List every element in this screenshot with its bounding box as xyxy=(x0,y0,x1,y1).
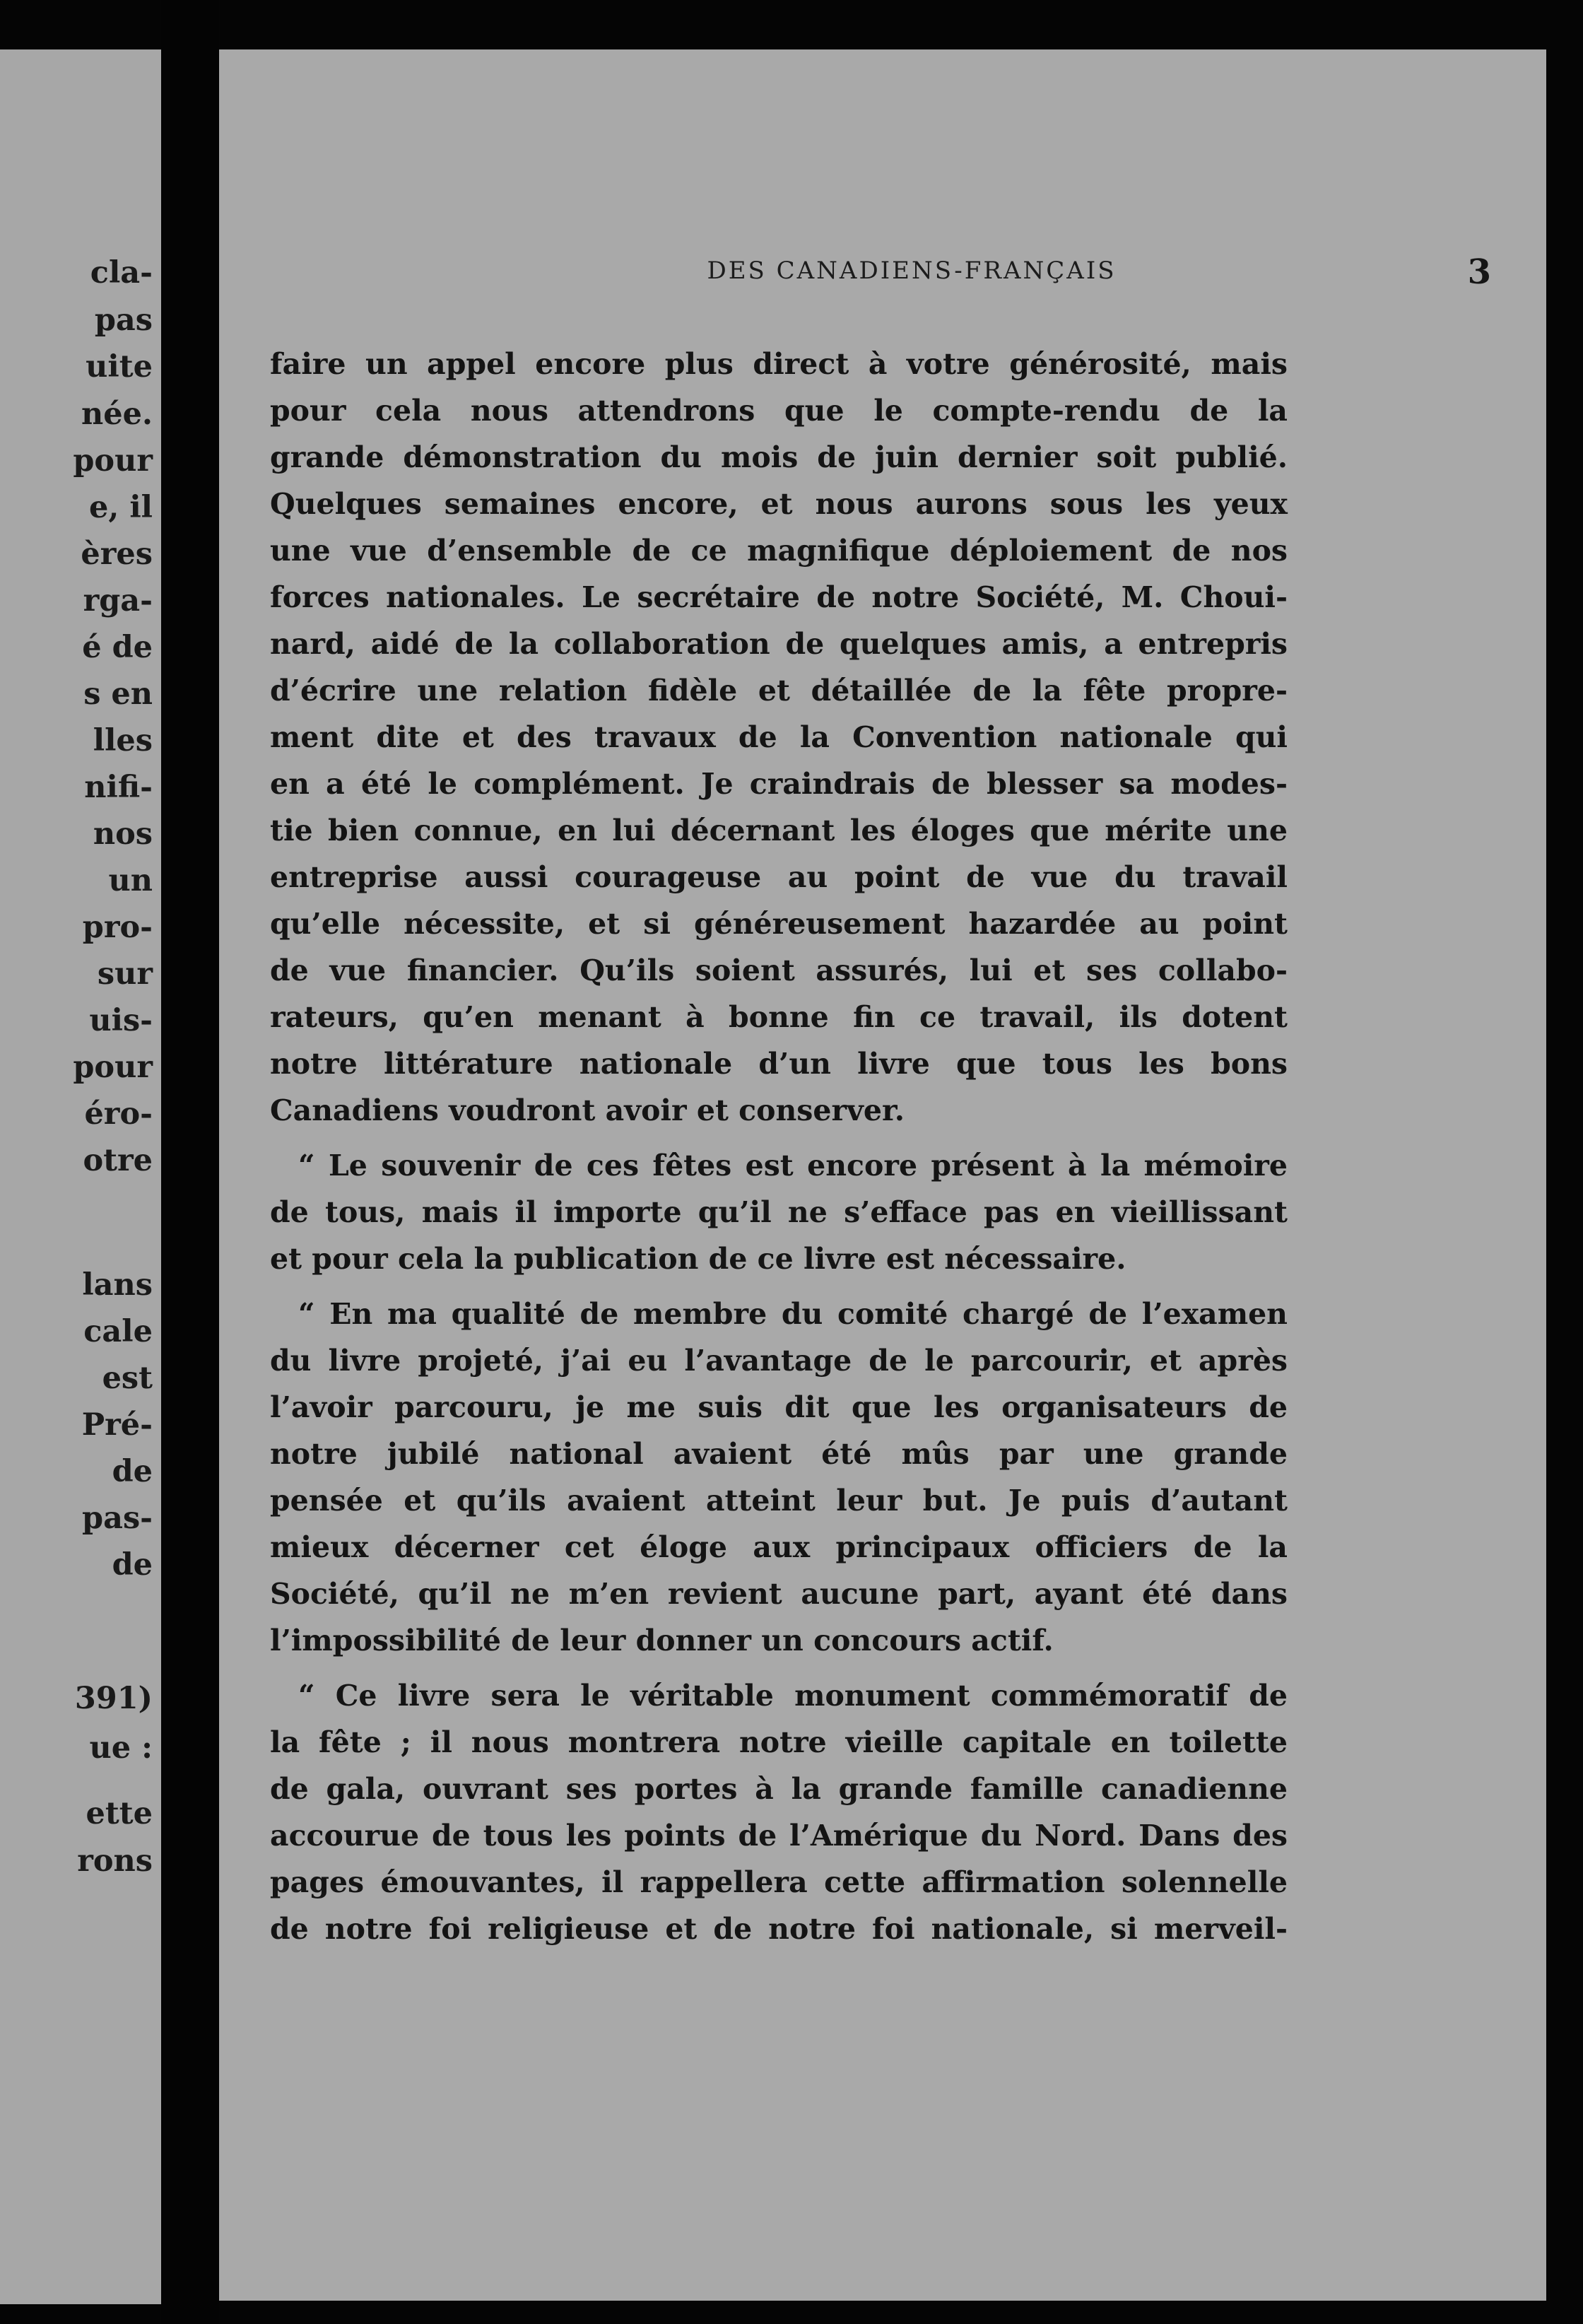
body-line: de vue financier. Qu’ils soient assurés, lui et ses collabo- xyxy=(270,953,1288,987)
body-line: tie bien connue, en lui décernant les éloges que mérite une xyxy=(270,814,1288,847)
body-line: la fête ; il nous montrera notre vieille capitale en toilette xyxy=(270,1725,1288,1759)
left-page-fragment: otre xyxy=(83,1143,153,1178)
left-page-fragment: un xyxy=(108,863,153,898)
body-line: ment dite et des travaux de la Convention nationale qui xyxy=(270,720,1288,754)
body-line: du livre projeté, j’ai eu l’avantage de le parcourir, et après xyxy=(270,1344,1288,1378)
left-page-fragment: pas xyxy=(94,303,153,338)
body-line: nard, aidé de la collaboration de quelques amis, a entrepris xyxy=(270,627,1288,661)
body-line: entreprise aussi courageuse au point de vue du travail xyxy=(270,860,1288,894)
body-line: pages émouvantes, il rappellera cette affirmation solennelle xyxy=(270,1865,1288,1899)
body-line: de notre foi religieuse et de notre foi nationale, si merveil- xyxy=(270,1912,1288,1946)
body-line: l’impossibilité de leur donner un concours actif. xyxy=(270,1624,1054,1657)
left-page-fragment: de xyxy=(112,1547,153,1583)
left-page-fragment: ue : xyxy=(89,1730,153,1766)
body-line: pour cela nous attendrons que le compte-rendu de la xyxy=(270,394,1288,428)
body-line: notre littérature nationale d’un livre que tous les bons xyxy=(270,1047,1288,1081)
body-line: qu’elle nécessite, et si généreusement hazardée au point xyxy=(270,907,1288,941)
body-line: pensée et qu’ils avaient atteint leur but. Je puis d’autant xyxy=(270,1484,1288,1518)
left-page-fragment: lles xyxy=(93,723,153,758)
left-page-fragment: pour xyxy=(73,1050,153,1085)
left-page-fragment: est xyxy=(102,1361,153,1396)
left-page-fragment: pour xyxy=(73,443,153,479)
body-line: forces nationales. Le secrétaire de notre Société, M. Choui- xyxy=(270,580,1288,614)
left-page-fragment: de xyxy=(112,1454,153,1489)
left-page-fragment: sur xyxy=(97,956,153,992)
left-page-fragment: cla- xyxy=(90,255,153,290)
left-page-fragment: e, il xyxy=(89,490,153,525)
left-page-fragment: rons xyxy=(77,1843,153,1879)
left-page-fragment: nifi- xyxy=(84,770,153,805)
left-page-fragment: ères xyxy=(81,536,153,572)
body-line: faire un appel encore plus direct à votre générosité, mais xyxy=(270,347,1288,381)
body-line: Quelques semaines encore, et nous aurons sous les yeux xyxy=(270,487,1288,521)
body-line: grande démonstration du mois de juin dernier soit publié. xyxy=(270,440,1288,474)
body-line: de gala, ouvrant ses portes à la grande famille canadienne xyxy=(270,1772,1288,1806)
left-page-fragment: ette xyxy=(86,1796,153,1831)
body-line: une vue d’ensemble de ce magnifique déploiement de nos xyxy=(270,534,1288,568)
left-page-fragment: cale xyxy=(83,1314,153,1349)
main-page xyxy=(219,49,1546,2301)
body-line: notre jubilé national avaient été mûs par une grande xyxy=(270,1437,1288,1471)
left-page-fragment: nos xyxy=(93,816,153,852)
body-line: “ Le souvenir de ces fêtes est encore présent à la mémoire xyxy=(298,1149,1288,1182)
body-line: “ Ce livre sera le véritable monument commémoratif de xyxy=(298,1679,1288,1713)
body-line: rateurs, qu’en menant à bonne fin ce travail, ils dotent xyxy=(270,1000,1288,1034)
left-page-fragment: éro- xyxy=(84,1096,153,1132)
left-page-fragment: uite xyxy=(86,349,153,385)
body-line: Société, qu’il ne m’en revient aucune part, ayant été dans xyxy=(270,1577,1288,1611)
left-page-fragment: 391) xyxy=(74,1681,153,1716)
body-line: mieux décerner cet éloge aux principaux officiers de la xyxy=(270,1530,1288,1564)
body-line: en a été le complément. Je craindrais de blesser sa modes- xyxy=(270,767,1288,801)
page-gutter xyxy=(161,0,219,2324)
left-page-fragment: née. xyxy=(81,397,153,432)
body-line: de tous, mais il importe qu’il ne s’efface pas en vieillissant xyxy=(270,1195,1288,1229)
left-page-fragment: rga- xyxy=(83,583,153,618)
body-line: d’écrire une relation fidèle et détaillée de la fête propre- xyxy=(270,674,1288,708)
left-page-fragment: pas- xyxy=(82,1501,153,1536)
running-head xyxy=(558,252,1491,299)
left-facing-page xyxy=(0,49,161,2304)
left-page-fragment: lans xyxy=(82,1267,153,1303)
running-title: DES CANADIENS-FRANÇAIS xyxy=(707,257,1117,285)
body-line: accourue de tous les points de l’Amérique du Nord. Dans des xyxy=(270,1819,1288,1853)
left-page-fragment: é de xyxy=(82,630,153,665)
page-number: 3 xyxy=(1467,252,1491,292)
left-page-fragment: pro- xyxy=(82,910,153,945)
left-page-fragment: s en xyxy=(83,676,153,712)
body-line: “ En ma qualité de membre du comité chargé de l’examen xyxy=(298,1297,1288,1331)
left-page-fragment: Pré- xyxy=(81,1407,153,1443)
left-page-fragment: uis- xyxy=(89,1003,153,1038)
body-line: l’avoir parcouru, je me suis dit que les organisateurs de xyxy=(270,1390,1288,1424)
body-line: et pour cela la publication de ce livre est nécessaire. xyxy=(270,1242,1126,1276)
body-line: Canadiens voudront avoir et conserver. xyxy=(270,1093,905,1127)
